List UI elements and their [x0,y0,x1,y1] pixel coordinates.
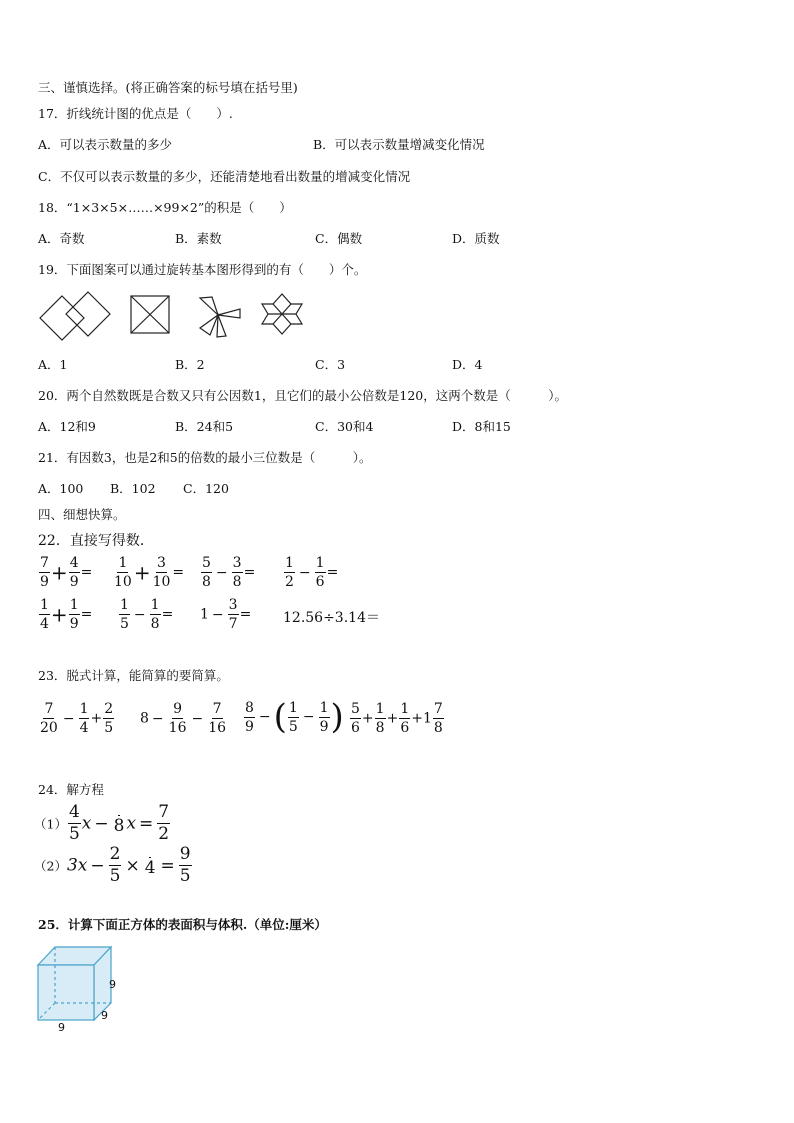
q22-expr-6: $\frac{1}{5}$ − $\frac{1}{8}$ = [120,597,174,632]
q18-option-d: D．质数 [452,231,500,246]
q24-equation-2: （2）3x − $\frac{2}{5}$ × 4 = $\frac{9}{5}$ [34,844,191,886]
cube-depth-label: 9 [101,1009,108,1022]
q23-expr-2: 8 − $\frac{9}{16}$ − $\frac{7}{16}$ [140,701,227,736]
q18-option-b: B．素数 [175,231,222,246]
q22-expr-7: 1 − $\frac{3}{7}$ = [200,597,252,632]
q19-stem: 19．下面图案可以通过旋转基本图形得到的有（ ）个。 [38,262,367,277]
q18-stem: 18．“1×3×5×……×99×2”的积是（ ） [38,200,292,215]
q23-expr-4: $\frac{5}{6}$ + $\frac{1}{8}$ + $\frac{1}{6}$ +1 $\frac{7}{8}$ [351,701,443,736]
q22-expr-1: $\frac{7}{9}$ + $\frac{4}{9}$ = [40,555,93,590]
q20-option-a: A．12和9 [38,419,96,434]
q19-option-b: B．2 [175,357,205,372]
q25-stem: 25．计算下面正方体的表面积与体积.（单位:厘米） [38,917,327,932]
q17-option-a: A．可以表示数量的多少 [38,137,173,152]
q24-stem: 24．解方程 [38,782,104,797]
q20-stem: 20．两个自然数既是合数又只有公因数1，且它们的最小公倍数是120，这两个数是（ ）。 [38,388,567,403]
section-4-heading: 四、细想快算。 [38,507,126,522]
right-paren: ) [330,697,344,737]
left-paren: ( [273,697,287,737]
q17-option-b: B．可以表示数量增减变化情况 [313,137,485,152]
q18-option-a: A．奇数 [38,231,85,246]
q22-expr-5: $\frac{1}{4}$ + $\frac{1}{9}$ = [40,597,93,632]
section-3-heading: 三、谨慎选择。(将正确答案的标号填在括号里) [38,80,298,95]
q23-stem: 23．脱式计算，能简算的要简算。 [38,668,229,683]
q19-option-a: A．1 [38,357,68,372]
q21-stem: 21．有因数3，也是2和5的倍数的最小三位数是（ ）。 [38,450,372,465]
q22-expr-3: $\frac{5}{8}$ − $\frac{3}{8}$ = [202,555,256,590]
q22-expr-4: $\frac{1}{2}$ − $\frac{1}{6}$ = [285,555,339,590]
q19-option-c: C．3 [315,357,346,372]
q22-expr-8: 12.56÷3.14＝ [283,610,380,626]
q22-stem: 22．直接写得数． [38,533,154,549]
q17-option-c: C．不仅可以表示数量的多少，还能清楚地看出数量的增减变化情况 [38,169,411,184]
q21-option-a: A．100 [38,481,84,496]
q17-stem: 17．折线统计图的优点是（ ）. [38,106,233,121]
cube-width-label: 9 [58,1021,65,1034]
q23-expr-3: $\frac{8}{9}$ −( $\frac{1}{5}$ − $\frac{1}{9}$ ) [245,697,344,737]
q21-option-c: C．120 [183,481,229,496]
q18-option-c: C．偶数 [315,231,363,246]
q23-expr-1: $\frac{7}{20}$ − $\frac{1}{4}$ + $\frac{2}{5}$ [40,701,114,736]
cube-height-label: 9 [109,978,116,991]
q21-option-b: B．102 [110,481,156,496]
q19-option-d: D．4 [452,357,483,372]
q24-equation-1: （1） $\frac{4}{5}$ x − 8 x = $\frac{7}{2}$ [34,802,170,844]
q20-option-c: C．30和4 [315,419,374,434]
q20-option-b: B．24和5 [175,419,234,434]
q20-option-d: D．8和15 [452,419,511,434]
q22-expr-2: $\frac{1}{10}$ + $\frac{3}{10}$ = [114,555,185,590]
